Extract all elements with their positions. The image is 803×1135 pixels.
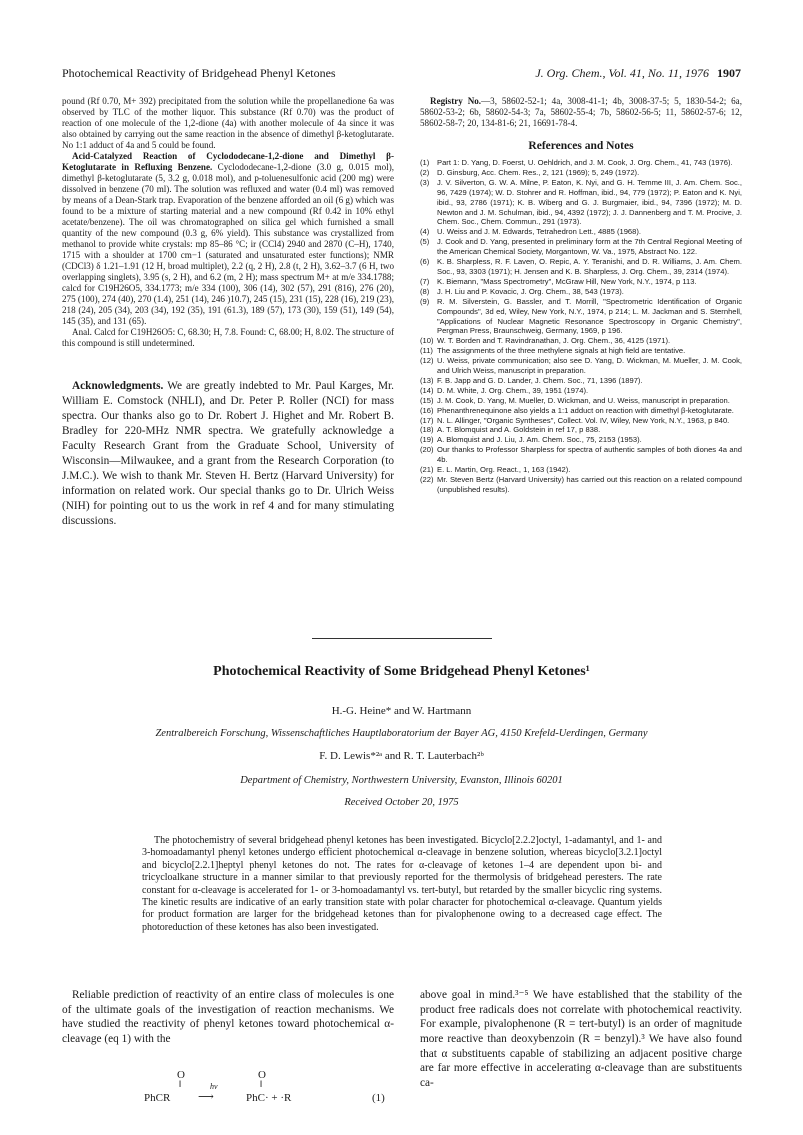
experimental-paragraph: pound (Rf 0.70, M+ 392) precipitated from the solution while the propellanedione 6a was observed by TLC of the mother liquor. This substance (Rf 0.70) was the product of reaction of one molecule of the 1,2-dione (4a) with another molecule of 4a since it was also obtained by carrying out the same reaction in the absence of dimethyl β-ketoglutarate. No 1:1 adduct of 4a and 5 could be found. (62, 96, 394, 150)
reference-item (420, 445, 742, 465)
reference-item (420, 465, 742, 475)
reference-number: (18) (420, 425, 434, 435)
reference-item (420, 346, 742, 356)
author-line-1: H.-G. Heine* and W. Hartmann (331, 705, 472, 717)
carbonyl-oxygen-right: O (258, 1069, 266, 1081)
equation-hv-label: hν (210, 1082, 218, 1091)
reference-number: (1) (420, 158, 430, 167)
reference-number: (15) (420, 395, 434, 405)
reference-item (420, 178, 742, 228)
reference-text: The assignments of the three methylene signals at high field are tentative. (437, 346, 686, 356)
abstract: The photochemistry of several bridgehead phenyl ketones has been investigated. Bicyclo[2.2.2]octyl, 1-adamantyl, and 1- and 3-homoadamantyl phenyl ketones undergo efficient photochemical α-cleavage in benzene solution, whereas bicyclo[3.2.1]octyl and bicyclo[2.2.1]heptyl phenyl ketones do not. The rates for α-cleavage of ketones 1–4 are dependent upon bi- and tricycloalkane structure in a manner similar to that previously reported for the thermolysis of bridgehead peresters. The rate constant for α-cleavage is accelerated for 1- or 3-homoadamantyl vs. tert-butyl, but retarded by the smaller bicyclic ring systems. The kinetic results are indicative of an early transition state with polar character for photochemical α-cleavage. Quantum yields for product formation are larger for the bridgehead ketones than for pivalophenone owing to a decreased cage effect. The photoreduction of these ketones has also been investigated. (142, 835, 662, 933)
reference-number: (14) (420, 385, 434, 395)
reference-text: K. Biemann, "Mass Spectrometry", McGraw Hill, New York, N.Y., 1974, p 113. (437, 276, 697, 286)
reference-text: F. B. Japp and G. D. Lander, J. Chem. Soc., 71, 1396 (1897). (437, 375, 643, 385)
reference-number: (13) (420, 375, 434, 385)
author-line-2: F. D. Lewis*²ᵃ and R. T. Lauterbach²ᵇ (319, 750, 484, 762)
reference-text: K. B. Sharpless, R. F. Laven, O. Repic, A. Y. Teranishi, and D. R. Williams, J. Am. Chem. Soc., 93, 3303 (1971); H. Jensen and K. B. Sharpless, J. Org. Chem., 39, 2314 (1974). (437, 257, 742, 276)
reference-text: Mr. Steven Bertz (Harvard University) has carried out this reaction on a related compound (unpublished results). (437, 475, 742, 494)
reference-item (420, 336, 742, 346)
reference-text: E. L. Martin, Org. React., 1, 163 (1942). (437, 465, 571, 475)
reference-item (420, 376, 742, 386)
experimental-procedure (62, 151, 394, 327)
reference-number: (19) (420, 435, 434, 445)
reference-number: (3) (420, 177, 430, 187)
reference-number: (5) (420, 237, 430, 247)
reference-text: U. Weiss and J. M. Edwards, Tetrahedron Lett., 4885 (1968). (437, 227, 642, 237)
reference-number: (20) (420, 445, 434, 455)
reference-item (420, 287, 742, 297)
journal-citation (535, 66, 741, 81)
reference-item (420, 227, 742, 237)
section-divider (312, 638, 492, 639)
reference-text: D. M. White, J. Org. Chem., 39, 1951 (1974). (437, 385, 589, 395)
reference-number: (22) (420, 475, 434, 484)
acknowledgments-heading: Acknowledgments. (72, 380, 164, 392)
running-title: Photochemical Reactivity of Bridgehead Phenyl Ketones (62, 66, 336, 80)
double-bond-left: ‖ (179, 1079, 182, 1089)
reference-number: (11) (420, 346, 433, 356)
left-column (62, 96, 394, 529)
acknowledgments-text: We are greatly indebted to Mr. Paul Karges, Mr. William E. Comstock (NHLI), and Dr. Peter P. Roller (NCI) for mass spectra. Our thanks also go to Dr. Robert J. Highet and Mr. Robert B. Bradley for 220-MHz NMR spectra. We gratefully acknowledge a Faculty Research Grant from the Graduate School, University of Wisconsin—Milwaukee, and a grant from the Research Corporation (to J.M.C.). We wish to thank Mr. Steven H. Bertz (Harvard University) for information on related work. Our special thanks go to Dr. Ulrich Weiss (NIH) for pointing out to us the work in ref 4 and for many stimulating discussions. (62, 380, 394, 527)
reaction-arrow: ⟶ (198, 1091, 214, 1103)
registry-numbers (420, 96, 742, 129)
reference-text: Part 1: D. Yang, D. Foerst, U. Oehldrich, and J. M. Cook, J. Org. Chem., 41, 743 (1976). (437, 158, 733, 167)
reference-number: (4) (420, 227, 430, 237)
analysis-paragraph: Anal. Calcd for C19H26O5: C, 68.30; H, 7.8. Found: C, 68.00; H, 8.02. The structure of this compound is still undetermined. (62, 327, 394, 348)
reference-text: A. Blomquist and J. Liu, J. Am. Chem. Soc., 75, 2153 (1953). (437, 435, 642, 445)
reference-number: (17) (420, 415, 434, 425)
reference-text: W. T. Borden and T. Ravindranathan, J. Org. Chem., 36, 4125 (1971). (437, 336, 671, 346)
reference-text: A. T. Blomquist and A. Goldstein in ref 17, p 838. (437, 425, 601, 435)
procedure-text: Cyclododecane-1,2-dione (3.0 g, 0.015 mol), dimethyl β-ketoglutarate (5, 3.2 g, 0.018 mol), and p-toluenesulfonic acid (200 mg) were dissolved in benzene (70 ml). The solution was refluxed and water (0.4 ml) was removed by means of a Dean-Stark trap. Evaporation of the benzene afforded an oil (6 g) which was found to be a mixture of starting material and a new compound (Rf 0.42 in 10% ethyl acetate/benzene). The oil was chromatographed on silica gel which furnished a small quantity of the new compound (0.3 g, 6% yield). This substance was crystallized from methanol to provide white crystals: mp 85–86 °C; ir (CCl4) 2940 and 2870 (C–H), 1740, 1715 with a shoulder at 1700 cm−1 (saturated and unsaturated ester functions); NMR (CDCl3) δ 1.21–1.91 (12 H, broad multiplet), 2.2 (q, 2 H), 2.8 (t, 2 H), 3.62–3.7 (6 H, two overlapping singlets), 3.95 (s, 2 H), and 6.2 (m, 2 H); mass spectrum M+ at m/e 334.1788; calcd for C19H26O5, 334.1773; m/e 334 (100), 306 (14), 302 (57), 291 (816), 276 (20), 275 (100), 274 (40), 270 (1.4), 251 (14), 246 )10.7), 245 (15), 231 (15), 228 (16), 219 (23), 218 (24), 205 (34), 203 (34), 192 (35), 191 (61.3), 189 (57), 173 (30), 159 (51), 149 (54), 145 (35), and 131 (65). (62, 162, 394, 326)
reference-text: J. M. Cook, D. Yang, M. Mueller, D. Wickman, and U. Weiss, manuscript in preparation. (437, 395, 730, 405)
reference-text: Phenanthrenequinone also yields a 1:1 adduct on reaction with dimethyl β-ketoglutarate. (437, 405, 734, 415)
reference-number: (6) (420, 257, 430, 267)
reference-text: Our thanks to Professor Sharpless for spectra of authentic samples of both diones 4a and 4b. (437, 445, 742, 465)
reference-text: D. Ginsburg, Acc. Chem. Res., 2, 121 (1969); 5, 249 (1972). (437, 167, 640, 177)
reference-number: (8) (420, 286, 430, 296)
reference-item (420, 158, 742, 168)
reference-item (420, 277, 742, 287)
carbonyl-oxygen-left: O (177, 1069, 185, 1081)
received-date: Received October 20, 1975 (344, 797, 459, 808)
reference-text: J. V. Silverton, G. W. A. Milne, P. Eaton, K. Nyi, and G. H. Temme III, J. Am. Chem. Soc., 96, 7429 (1974); W. D. Stohrer and R. Hoffman, ibid., 94, 779 (1972); P. Eaton and K. Nyi, ibid., 93, 2786 (1971); K. B. Wiberg and G. J. Burgmaier, ibid., 94, 7396 (1972); M. D. Newton and J. M. Schulman, ibid., 94, 4392 (1972); J. J. Dannenberg and T. M. Procive, J. Chem. Soc., Chem. Commun., 291 (1973). (437, 177, 742, 227)
reference-text: N. L. Allinger, "Organic Syntheses", Collect. Vol. IV, Wiley, New York, N.Y., 1963, p 840. (437, 415, 730, 425)
equation-reactant: PhCR (144, 1092, 171, 1104)
reference-text: J. Cook and D. Yang, presented in preliminary form at the 7th Central Regional Meeting of the American Chemical Society, Morgantown, W. Va., 1975, Abstract No. 122. (437, 237, 742, 257)
equation-number: (1) (372, 1092, 385, 1104)
references-heading: References and Notes (528, 140, 634, 152)
reference-text: R. M. Silverstein, G. Bassler, and T. Morrill, "Spectrometric Identification of Organic Compounds", 3d ed, Wiley, New York, N.Y., 1974, p 214; L. M. Jackman and S. Sternhell, "Applications of Nuclear Magnetic Resonance Spectroscopy in Organic Chemistry", Pergman Press, Braunschweig, Germany, 1969, p 196. (437, 296, 742, 336)
references-list (420, 158, 742, 495)
reference-item (420, 237, 742, 257)
reference-item (420, 425, 742, 435)
article-title: Photochemical Reactivity of Some Bridgehead Phenyl Ketones¹ (213, 664, 590, 679)
reference-text: U. Weiss, private communication; also see D. Yang, D. Wickman, M. Mueller, J. M. Cook, and Ulrich Weiss, manuscript in preparation. (437, 356, 742, 376)
reference-number: (16) (420, 405, 434, 415)
right-column (420, 96, 742, 495)
running-header (62, 66, 741, 82)
acknowledgments (62, 379, 394, 529)
reference-number: (21) (420, 465, 434, 475)
reference-item (420, 435, 742, 445)
reference-item (420, 168, 742, 178)
reference-item (420, 386, 742, 396)
registry-heading: Registry No. (430, 96, 482, 106)
reference-number: (12) (420, 356, 434, 366)
affiliation-2: Department of Chemistry, Northwestern University, Evanston, Illinois 60201 (240, 775, 563, 786)
reference-number: (7) (420, 276, 430, 286)
page-number: 1907 (717, 66, 741, 80)
reference-number: (2) (420, 167, 430, 177)
registry-text: —3, 58602-52-1; 4a, 3008-41-1; 4b, 3008-37-5; 5, 1830-54-2; 6a, 58602-53-2; 6b, 58602-54-3; 7a, 58602-55-4; 7b, 58602-56-5; 11, 58602-57-6; 12, 58602-58-7; 20, 134-81-6; 21, 16691-78-4. (420, 96, 742, 128)
reference-item (420, 257, 742, 277)
body-text-left: Reliable prediction of reactivity of an entire class of molecules is one of the ultimate goals of the investigation of reaction mechanisms. We have studied the reactivity of phenyl ketones toward photochemical α-cleavage (eq 1) with the (62, 989, 394, 1046)
reference-item (420, 356, 742, 376)
procedure-heading: Acid-Catalyzed Reaction of Cyclododecane-1,2-dione and Dimethyl β-Ketoglutarate in Refluxing Benzene. (62, 151, 394, 172)
reference-item (420, 297, 742, 337)
reference-text: J. H. Liu and P. Kovacic, J. Org. Chem., 38, 543 (1973). (437, 286, 624, 296)
equation-products: PhC· + ·R (246, 1092, 292, 1104)
reference-item (420, 475, 742, 495)
reference-item (420, 416, 742, 426)
journal-name: J. Org. Chem., Vol. 41, No. 11, 1976 (535, 66, 709, 80)
affiliation-1: Zentralbereich Forschung, Wissenschaftliches Hauptlaboratorium der Bayer AG, 4150 Krefeld-Uerdingen, Germany (155, 728, 648, 739)
reference-number: (9) (420, 296, 430, 306)
body-text-right: above goal in mind.³⁻⁵ We have established that the stability of the product free radicals does not correlate with photochemical reactivity. For example, pivalophenone (R = tert-butyl) is an order of magnitude more reactive than deoxybenzoin (R = benzyl).³ We have also found that α substituents capable of stabilizing an adjacent positive charge are far more effective in accelerating α-cleavage than are substituents ca- (420, 989, 742, 1089)
equation-1 (140, 1069, 400, 1119)
reference-number: (10) (420, 336, 434, 346)
reference-item (420, 406, 742, 416)
double-bond-right: ‖ (260, 1079, 263, 1089)
reference-item (420, 396, 742, 406)
